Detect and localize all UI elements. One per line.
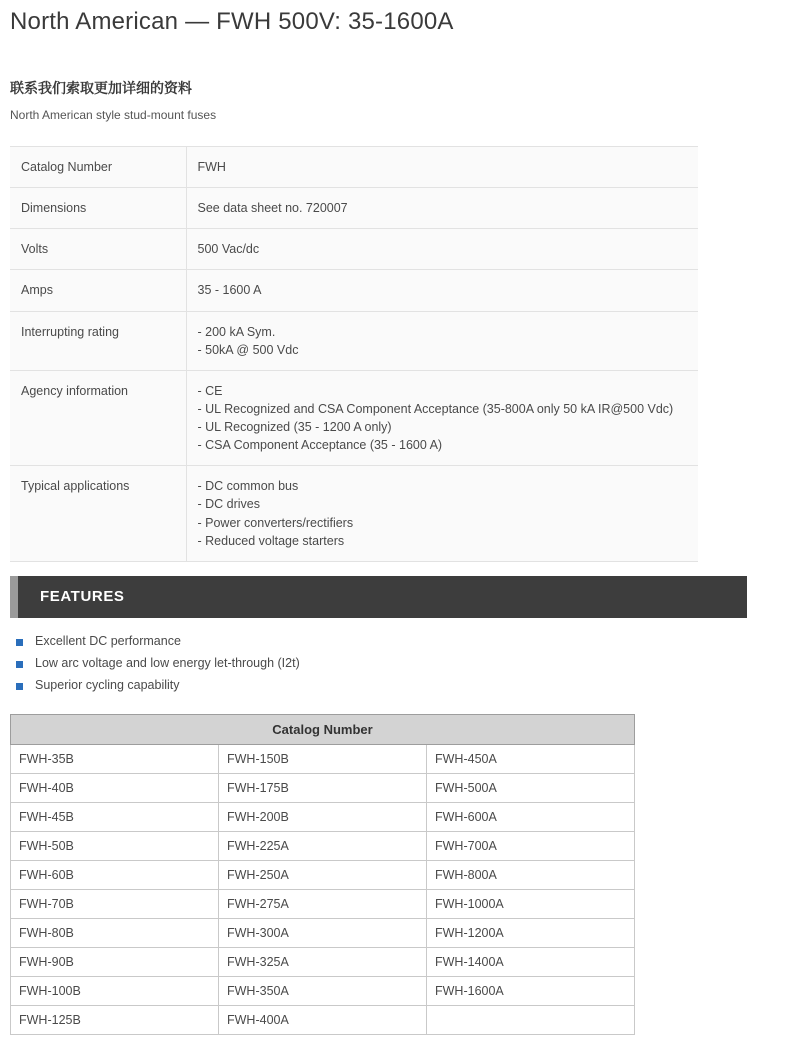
catalog-cell: FWH-400A xyxy=(219,1005,427,1034)
spec-row-value-line: - 200 kA Sym. xyxy=(197,324,276,339)
spec-row-label: Dimensions xyxy=(10,188,186,229)
features-banner-label: FEATURES xyxy=(40,588,125,606)
spec-row xyxy=(10,270,698,311)
feature-item xyxy=(14,634,803,648)
spec-row-label: Amps xyxy=(10,270,186,311)
catalog-cell: FWH-250A xyxy=(219,860,427,889)
spec-row-value-line: - DC drives xyxy=(197,497,261,512)
spec-row xyxy=(10,188,698,229)
table-row xyxy=(11,918,635,947)
table-row xyxy=(11,947,635,976)
catalog-cell: FWH-500A xyxy=(427,773,635,802)
catalog-cell: FWH-800A xyxy=(427,860,635,889)
catalog-cell xyxy=(427,1005,635,1034)
spec-row-value xyxy=(186,311,698,370)
catalog-number-table xyxy=(10,714,635,1035)
spec-row-value-line: See data sheet no. 720007 xyxy=(197,201,348,216)
catalog-cell: FWH-70B xyxy=(11,889,219,918)
spec-row-value-line: - UL Recognized and CSA Component Acceptance (35-800A only 50 kA IR@500 Vdc) xyxy=(197,401,674,416)
features-list xyxy=(14,634,803,692)
spec-row-label: Typical applications xyxy=(10,466,186,562)
catalog-cell: FWH-35B xyxy=(11,744,219,773)
spec-row-value-line: - Power converters/rectifiers xyxy=(197,515,354,530)
feature-item-label: Excellent DC performance xyxy=(35,633,181,648)
table-row xyxy=(11,889,635,918)
catalog-cell: FWH-45B xyxy=(11,802,219,831)
spec-row-label: Agency information xyxy=(10,370,186,466)
spec-row-value xyxy=(186,370,698,466)
page-title: North American — FWH 500V: 35-1600A xyxy=(10,8,454,35)
spec-row xyxy=(10,229,698,270)
subheading-english: North American style stud-mount fuses xyxy=(10,108,217,122)
spec-row-value-line: - UL Recognized (35 - 1200 A only) xyxy=(197,420,392,434)
spec-row xyxy=(10,370,698,466)
table-row xyxy=(11,773,635,802)
catalog-table-head xyxy=(11,714,635,744)
spec-row-value xyxy=(186,188,698,229)
table-row xyxy=(11,831,635,860)
square-bullet-icon xyxy=(16,683,23,690)
spec-row-label: Volts xyxy=(10,229,186,270)
feature-item-label: Low arc voltage and low energy let-through (I2t) xyxy=(35,655,300,670)
catalog-cell: FWH-275A xyxy=(219,889,427,918)
catalog-cell: FWH-600A xyxy=(427,802,635,831)
catalog-table-body xyxy=(11,744,635,1034)
spec-row-value-line: - CSA Component Acceptance (35 - 1600 A) xyxy=(197,438,443,453)
feature-item xyxy=(14,656,803,670)
spec-row-value-line: - DC common bus xyxy=(197,479,299,494)
spec-row-value-line: 35 - 1600 A xyxy=(197,283,262,298)
spec-row-value-line: - CE xyxy=(197,383,223,398)
catalog-cell: FWH-1200A xyxy=(427,918,635,947)
spec-row-value-line: - 50kA @ 500 Vdc xyxy=(197,342,299,357)
spec-row-value xyxy=(186,270,698,311)
table-row xyxy=(11,1005,635,1034)
catalog-cell: FWH-1000A xyxy=(427,889,635,918)
spec-row-value xyxy=(186,466,698,562)
spec-row-value xyxy=(186,229,698,270)
catalog-cell: FWH-50B xyxy=(11,831,219,860)
table-row xyxy=(11,860,635,889)
catalog-cell: FWH-100B xyxy=(11,976,219,1005)
catalog-cell: FWH-450A xyxy=(427,744,635,773)
specification-table-body xyxy=(10,147,698,562)
spec-row-label: Interrupting rating xyxy=(10,311,186,370)
catalog-cell: FWH-325A xyxy=(219,947,427,976)
table-row xyxy=(11,744,635,773)
spec-row xyxy=(10,147,698,188)
table-row xyxy=(11,802,635,831)
catalog-cell: FWH-1400A xyxy=(427,947,635,976)
features-banner xyxy=(10,576,747,618)
catalog-cell: FWH-225A xyxy=(219,831,427,860)
specification-table xyxy=(10,146,698,562)
catalog-cell: FWH-40B xyxy=(11,773,219,802)
catalog-cell: FWH-150B xyxy=(219,744,427,773)
catalog-cell: FWH-200B xyxy=(219,802,427,831)
spec-row-value-line: - Reduced voltage starters xyxy=(197,533,345,548)
feature-item-label: Superior cycling capability xyxy=(35,677,180,692)
catalog-cell: FWH-125B xyxy=(11,1005,219,1034)
spec-row xyxy=(10,466,698,562)
table-row xyxy=(11,976,635,1005)
spec-row-value-line: 500 Vac/dc xyxy=(197,242,260,257)
catalog-cell: FWH-300A xyxy=(219,918,427,947)
feature-item xyxy=(14,678,803,692)
catalog-cell: FWH-700A xyxy=(427,831,635,860)
catalog-cell: FWH-350A xyxy=(219,976,427,1005)
square-bullet-icon xyxy=(16,661,23,668)
document-page xyxy=(0,8,803,1045)
square-bullet-icon xyxy=(16,639,23,646)
catalog-cell: FWH-60B xyxy=(11,860,219,889)
spec-row-label: Catalog Number xyxy=(10,147,186,188)
spec-row-value xyxy=(186,147,698,188)
subheading-chinese: 联系我们索取更加详细的资料 xyxy=(10,80,192,96)
catalog-cell: FWH-90B xyxy=(11,947,219,976)
catalog-cell: FWH-1600A xyxy=(427,976,635,1005)
spec-row xyxy=(10,311,698,370)
catalog-cell: FWH-80B xyxy=(11,918,219,947)
spec-row-value-line: FWH xyxy=(197,160,226,174)
catalog-cell: FWH-175B xyxy=(219,773,427,802)
catalog-table-header-cell: Catalog Number xyxy=(11,714,635,744)
catalog-table-header-row xyxy=(11,714,635,744)
